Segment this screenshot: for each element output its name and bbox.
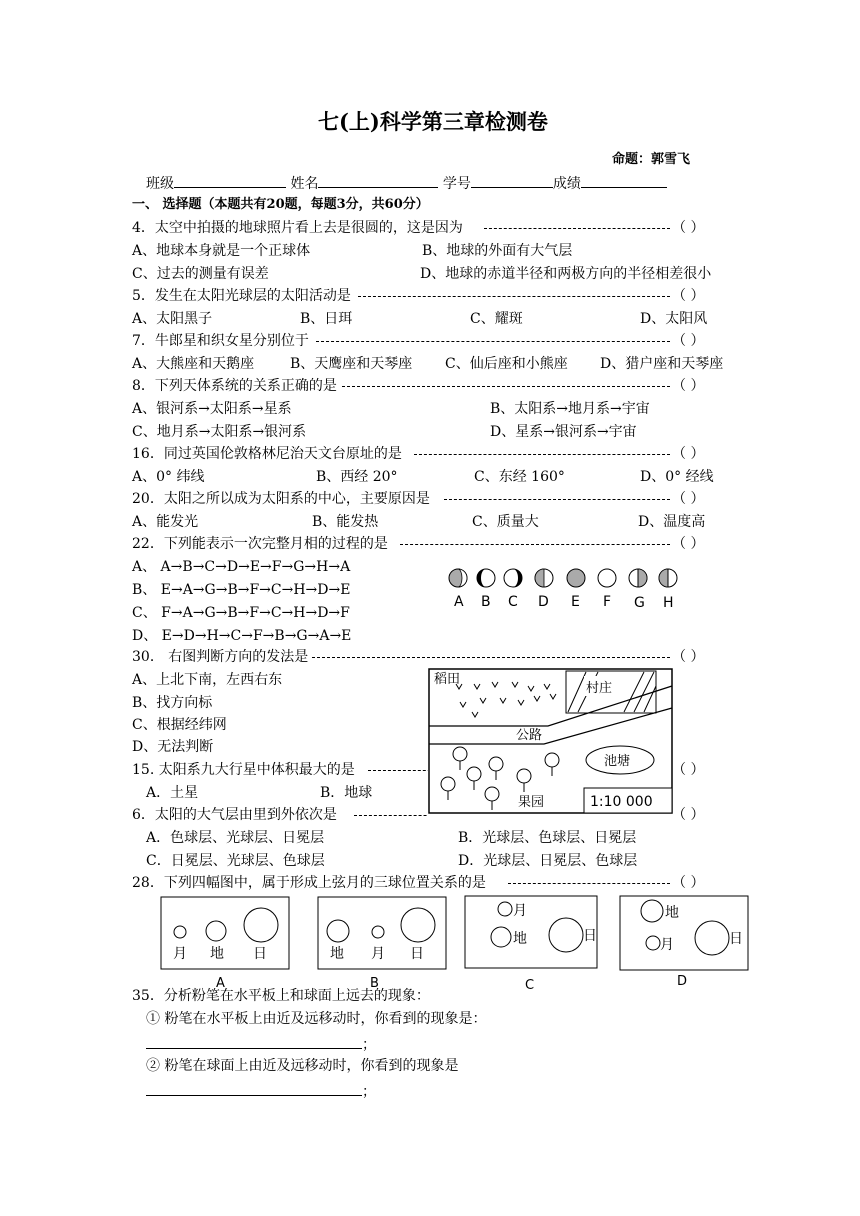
question-stem: 30． 右图判断方向的发法是 xyxy=(132,649,309,665)
option: C．日冕层、光球层、色球层 xyxy=(146,853,325,869)
diagram-b xyxy=(318,897,446,991)
option: B．地球 xyxy=(320,785,373,801)
question-stem: 4．太空中拍摄的地球照片看上去是很圆的，这是因为 xyxy=(132,220,463,236)
option: C、根据经纬网 xyxy=(132,717,227,733)
svg-text:日: 日 xyxy=(729,931,743,947)
option: D、0° 经线 xyxy=(640,469,714,485)
class-label: 班级 xyxy=(146,176,174,192)
q35-part2: ② 粉笔在球面上由近及远移动时，你看到的现象是 xyxy=(146,1058,459,1074)
svg-text:日: 日 xyxy=(583,928,597,944)
option: A．色球层、光球层、日冕层 xyxy=(146,830,325,846)
leader-line xyxy=(312,657,670,658)
question-stem: 5．发生在太阳光球层的太阳活动是 xyxy=(132,288,351,304)
svg-text:B: B xyxy=(370,976,379,991)
svg-text:月: 月 xyxy=(513,903,527,919)
option: A、能发光 xyxy=(132,514,199,530)
leader-line xyxy=(358,296,670,297)
sun-earth-moon-diagrams xyxy=(156,892,756,992)
svg-text:C: C xyxy=(525,978,535,992)
answer-paren[interactable]: （ ） xyxy=(672,491,705,507)
moon-phases-figure xyxy=(440,560,690,616)
moon-phase-b xyxy=(477,569,495,587)
page-title: 七(上)科学第三章检测卷 xyxy=(318,109,548,134)
leader-line xyxy=(342,386,670,387)
question-stem: 6．太阳的大气层由里到外依次是 xyxy=(132,807,337,823)
moon-label-b: B xyxy=(481,594,491,610)
map-figure xyxy=(428,668,674,816)
question-stem: 7．牛郎星和织女星分别位于 xyxy=(132,333,309,349)
option: A、上北下南，左西右东 xyxy=(132,672,283,688)
number-blank[interactable] xyxy=(471,173,553,188)
moon-label-g: G xyxy=(634,595,645,611)
option: C、东经 160° xyxy=(474,469,565,485)
svg-text:月: 月 xyxy=(371,946,385,962)
leader-line xyxy=(414,454,670,455)
option: B、能发热 xyxy=(312,514,379,530)
leader-line xyxy=(444,499,670,500)
svg-text:地: 地 xyxy=(665,905,679,921)
moon-label-f: F xyxy=(603,594,612,610)
option: A、 A→B→C→D→E→F→G→H→A xyxy=(132,559,351,575)
answer-paren[interactable]: （ ） xyxy=(672,875,705,891)
moon-phase-f xyxy=(598,569,616,587)
option: C、耀斑 xyxy=(470,311,523,327)
svg-text:D: D xyxy=(677,974,688,989)
diagram-c xyxy=(465,896,597,992)
answer-paren[interactable]: （ ） xyxy=(672,649,705,665)
moon-phase-h xyxy=(659,569,677,587)
name-blank[interactable] xyxy=(318,173,438,188)
leader-line xyxy=(484,228,670,229)
option: D、猎户座和天琴座 xyxy=(600,356,724,372)
village-label: 村庄 xyxy=(586,681,613,696)
leader-line xyxy=(508,883,670,884)
moon-phase-a xyxy=(449,569,467,587)
svg-text:月: 月 xyxy=(173,946,187,962)
option: C、地月系→太阳系→银河系 xyxy=(132,424,307,440)
svg-text:月: 月 xyxy=(660,937,674,953)
author: 命题：郭雪飞 xyxy=(612,152,691,167)
q35-part1: ① 粉笔在水平板上由近及远移动时，你看到的现象是： xyxy=(146,1011,487,1027)
option: D、星系→银河系→宇宙 xyxy=(490,424,637,440)
option: C、质量大 xyxy=(472,514,539,530)
score-blank[interactable] xyxy=(581,173,667,188)
moon-phase-g xyxy=(629,569,647,587)
option: B、太阳系→地月系→宇宙 xyxy=(490,401,650,417)
class-blank[interactable] xyxy=(174,173,286,188)
question-stem: 28．下列四幅图中，属于形成上弦月的三球位置关系的是 xyxy=(132,875,486,891)
answer-paren[interactable]: （ ） xyxy=(672,288,705,304)
moon-phase-d xyxy=(535,569,553,587)
answer-paren[interactable]: （ ） xyxy=(672,220,705,236)
moon-label-c: C xyxy=(508,594,518,610)
question-stem: 22．下列能表示一次完整月相的过程的是 xyxy=(132,536,388,552)
paddy-label: 稻田 xyxy=(434,672,461,687)
diagram-a xyxy=(161,897,289,991)
moon-phase-e xyxy=(567,569,585,587)
answer-paren[interactable]: （ ） xyxy=(672,446,705,462)
option: A、地球本身就是一个正球体 xyxy=(132,243,311,259)
moon-label-a: A xyxy=(454,594,464,610)
moon-label-d: D xyxy=(538,594,549,610)
answer-paren[interactable]: （ ） xyxy=(672,807,705,823)
option: A、银河系→太阳系→星系 xyxy=(132,401,292,417)
option: D、无法判断 xyxy=(132,739,214,755)
road-label: 公路 xyxy=(516,728,543,743)
option: B、 E→A→G→B→F→C→H→D→E xyxy=(132,582,351,598)
option: B、地球的外面有大气层 xyxy=(422,243,573,259)
question-stem: 8．下列天体系统的关系正确的是 xyxy=(132,378,337,394)
question-stem: 16．同过英国伦敦格林尼治天文台原址的是 xyxy=(132,446,402,462)
question-stem: 20．太阳之所以成为太阳系的中心，主要原因是 xyxy=(132,491,430,507)
name-label: 姓名 xyxy=(290,176,319,192)
moon-phase-c xyxy=(504,569,522,587)
pond-label: 池塘 xyxy=(604,754,631,769)
q35-answer1[interactable]: ； xyxy=(146,1034,376,1055)
option: B、天鹰座和天琴座 xyxy=(290,356,413,372)
option: A、大熊座和天鹅座 xyxy=(132,356,255,372)
option: C、 F→A→G→B→F→C→H→D→F xyxy=(132,605,350,621)
option: D．光球层、日冕层、色球层 xyxy=(458,853,638,869)
section-heading: 一、 选择题（本题共有20题，每题3分，共60分） xyxy=(132,197,429,212)
option: D、地球的赤道半径和两极方向的半径相差很小 xyxy=(420,266,712,282)
svg-text:日: 日 xyxy=(410,946,424,962)
option: C、过去的测量有误差 xyxy=(132,266,269,282)
moon-label-e: E xyxy=(571,594,580,610)
option: D、太阳风 xyxy=(640,311,708,327)
answer-paren[interactable]: （ ） xyxy=(672,762,705,778)
option: A．土星 xyxy=(146,785,199,801)
option: B、日珥 xyxy=(300,311,353,327)
student-info-row xyxy=(146,173,667,194)
option: D、温度高 xyxy=(638,514,706,530)
moon-label-h: H xyxy=(663,595,674,611)
svg-text:地: 地 xyxy=(210,946,224,962)
svg-text:地: 地 xyxy=(330,946,344,962)
answer-paren[interactable]: （ ） xyxy=(672,536,705,552)
answer-paren[interactable]: （ ） xyxy=(672,333,705,349)
option: A、太阳黑子 xyxy=(132,311,213,327)
option: B．光球层、色球层、日冕层 xyxy=(458,830,637,846)
option: B、找方向标 xyxy=(132,695,213,711)
leader-line xyxy=(316,341,670,342)
number-label: 学号 xyxy=(442,176,471,192)
diagram-d xyxy=(620,896,748,989)
orchard-label: 果园 xyxy=(518,795,545,810)
leader-line xyxy=(400,544,670,545)
answer-paren[interactable]: （ ） xyxy=(672,378,705,394)
q35-answer2[interactable]: ； xyxy=(146,1081,376,1102)
svg-text:A: A xyxy=(216,976,225,991)
option: D、 E→D→H→C→F→B→G→A→E xyxy=(132,628,352,644)
option: A、0° 纬线 xyxy=(132,469,205,485)
score-label: 成绩 xyxy=(552,176,581,192)
scale-label: 1:10 000 xyxy=(590,794,653,810)
question-stem: 15. 太阳系九大行星中体积最大的是 xyxy=(132,762,355,778)
q35-stem: 35．分析粉笔在水平板上和球面上远去的现象： xyxy=(132,988,430,1004)
option: B、西经 20° xyxy=(316,469,398,485)
option: C、仙后座和小熊座 xyxy=(445,356,568,372)
svg-text:地: 地 xyxy=(513,931,527,947)
svg-text:日: 日 xyxy=(253,946,267,962)
